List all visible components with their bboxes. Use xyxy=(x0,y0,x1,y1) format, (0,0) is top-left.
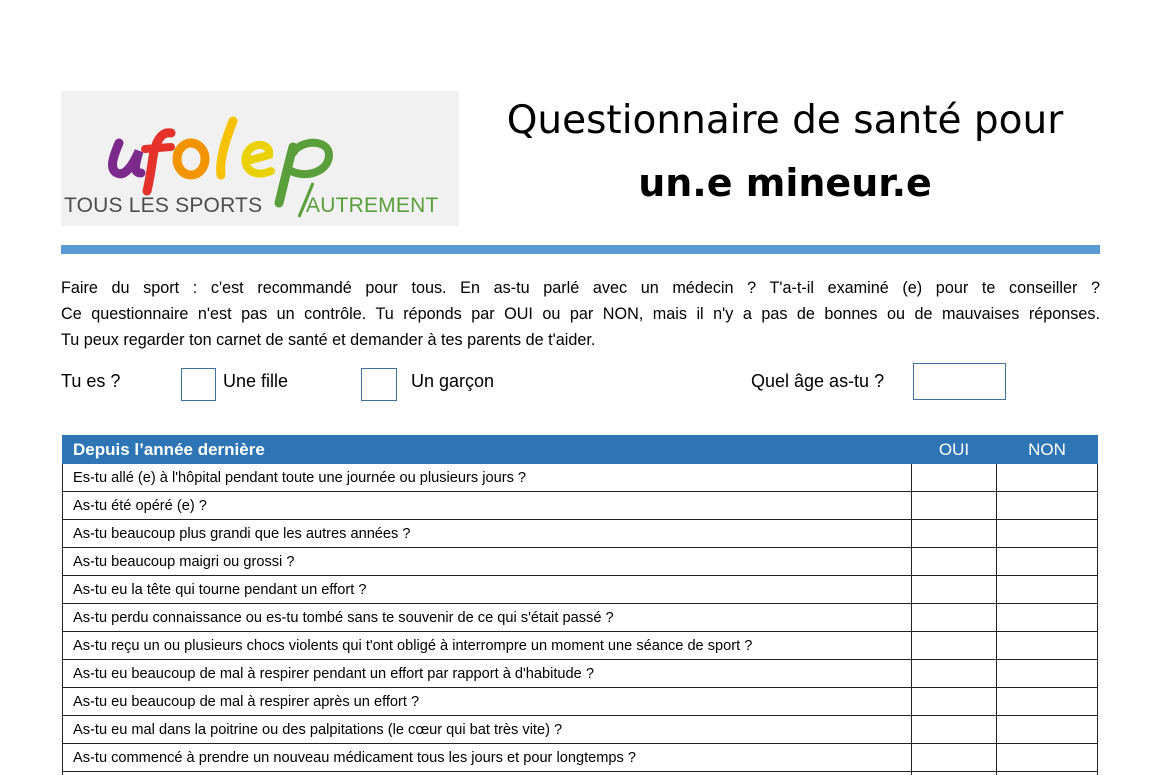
boy-option-label: Un garçon xyxy=(411,371,495,391)
table-row xyxy=(63,716,1098,744)
question-text xyxy=(63,772,912,775)
table-row xyxy=(63,464,1098,492)
question-text: As-tu eu mal dans la poitrine ou des palpitations (le cœur qui bat très vite) ? xyxy=(63,716,912,744)
table-row xyxy=(63,660,1098,688)
no-answer-cell[interactable] xyxy=(997,548,1098,576)
question-text: As-tu reçu un ou plusieurs chocs violents qui t'ont obligé à interrompre un moment une séance de sport ? xyxy=(63,632,912,660)
gender-label: Tu es ? xyxy=(61,371,121,391)
no-answer-cell[interactable] xyxy=(997,744,1098,772)
yes-answer-cell[interactable] xyxy=(912,632,997,660)
no-answer-cell[interactable] xyxy=(997,688,1098,716)
question-text: As-tu eu beaucoup de mal à respirer après un effort ? xyxy=(63,688,912,716)
no-answer-cell[interactable] xyxy=(997,632,1098,660)
girl-option-label: Une fille xyxy=(223,371,289,391)
intro-line-2: Ce questionnaire n'est pas un contrôle. Tu réponds par OUI ou par NON, mais il n'y a pas de bonnes ou de mauvaises réponses. xyxy=(61,305,1100,323)
yes-answer-cell[interactable] xyxy=(912,716,997,744)
no-answer-cell[interactable] xyxy=(997,772,1098,775)
yes-answer-cell[interactable] xyxy=(912,772,997,775)
yes-answer-cell[interactable] xyxy=(912,744,997,772)
question-text: As-tu beaucoup plus grandi que les autres années ? xyxy=(63,520,912,548)
question-text: As-tu beaucoup maigri ou grossi ? xyxy=(63,548,912,576)
yes-answer-cell[interactable] xyxy=(912,576,997,604)
intro-paragraph xyxy=(61,275,1100,353)
table-row xyxy=(63,688,1098,716)
question-text: As-tu commencé à prendre un nouveau médicament tous les jours et pour longtemps ? xyxy=(63,744,912,772)
identity-row xyxy=(0,364,1162,404)
yes-answer-cell[interactable] xyxy=(912,520,997,548)
yes-answer-cell[interactable] xyxy=(912,604,997,632)
question-text: As-tu été opéré (e) ? xyxy=(63,492,912,520)
yes-answer-cell[interactable] xyxy=(912,660,997,688)
question-text: As-tu eu beaucoup de mal à respirer pendant un effort par rapport à d'habitude ? xyxy=(63,660,912,688)
table-row xyxy=(63,772,1098,775)
page-title-line-1: Questionnaire de santé pour xyxy=(506,98,1064,143)
no-answer-cell[interactable] xyxy=(997,576,1098,604)
question-text: Es-tu allé (e) à l'hôpital pendant toute une journée ou plusieurs jours ? xyxy=(63,464,912,492)
table-header-row xyxy=(63,436,1098,464)
header-divider xyxy=(61,245,1100,254)
page-title-line-2: un.e mineur.e xyxy=(638,161,932,205)
table-row xyxy=(63,632,1098,660)
table-row xyxy=(63,744,1098,772)
intro-line-3: Tu peux regarder ton carnet de santé et demander à tes parents de t'aider. xyxy=(61,331,596,349)
yes-answer-cell[interactable] xyxy=(912,492,997,520)
table-row xyxy=(63,548,1098,576)
questions-table xyxy=(62,435,1098,775)
girl-checkbox[interactable] xyxy=(181,368,216,401)
question-text: As-tu perdu connaissance ou es-tu tombé sans te souvenir de ce qui s'était passé ? xyxy=(63,604,912,632)
ufolep-logo xyxy=(61,91,459,226)
table-row xyxy=(63,492,1098,520)
no-answer-cell[interactable] xyxy=(997,660,1098,688)
no-answer-cell[interactable] xyxy=(997,520,1098,548)
section-header: Depuis l’année dernière xyxy=(63,436,912,464)
table-row xyxy=(63,520,1098,548)
intro-line-1: Faire du sport : c'est recommandé pour tous. En as-tu parlé avec un médecin ? T'a-t-il examiné (e) pour te conseiller ? xyxy=(61,279,1100,297)
logo-tagline-right: AUTREMENT xyxy=(306,194,439,217)
question-text: As-tu eu la tête qui tourne pendant un effort ? xyxy=(63,576,912,604)
table-row xyxy=(63,604,1098,632)
no-answer-cell[interactable] xyxy=(997,604,1098,632)
no-column-header: NON xyxy=(997,436,1098,464)
logo-tagline-left: TOUS LES SPORTS xyxy=(64,194,263,217)
yes-answer-cell[interactable] xyxy=(912,464,997,492)
yes-answer-cell[interactable] xyxy=(912,688,997,716)
table-row xyxy=(63,576,1098,604)
age-label: Quel âge as-tu ? xyxy=(751,371,885,391)
age-input[interactable] xyxy=(913,363,1006,400)
yes-column-header: OUI xyxy=(912,436,997,464)
boy-checkbox[interactable] xyxy=(361,368,397,401)
no-answer-cell[interactable] xyxy=(997,716,1098,744)
no-answer-cell[interactable] xyxy=(997,464,1098,492)
yes-answer-cell[interactable] xyxy=(912,548,997,576)
no-answer-cell[interactable] xyxy=(997,492,1098,520)
